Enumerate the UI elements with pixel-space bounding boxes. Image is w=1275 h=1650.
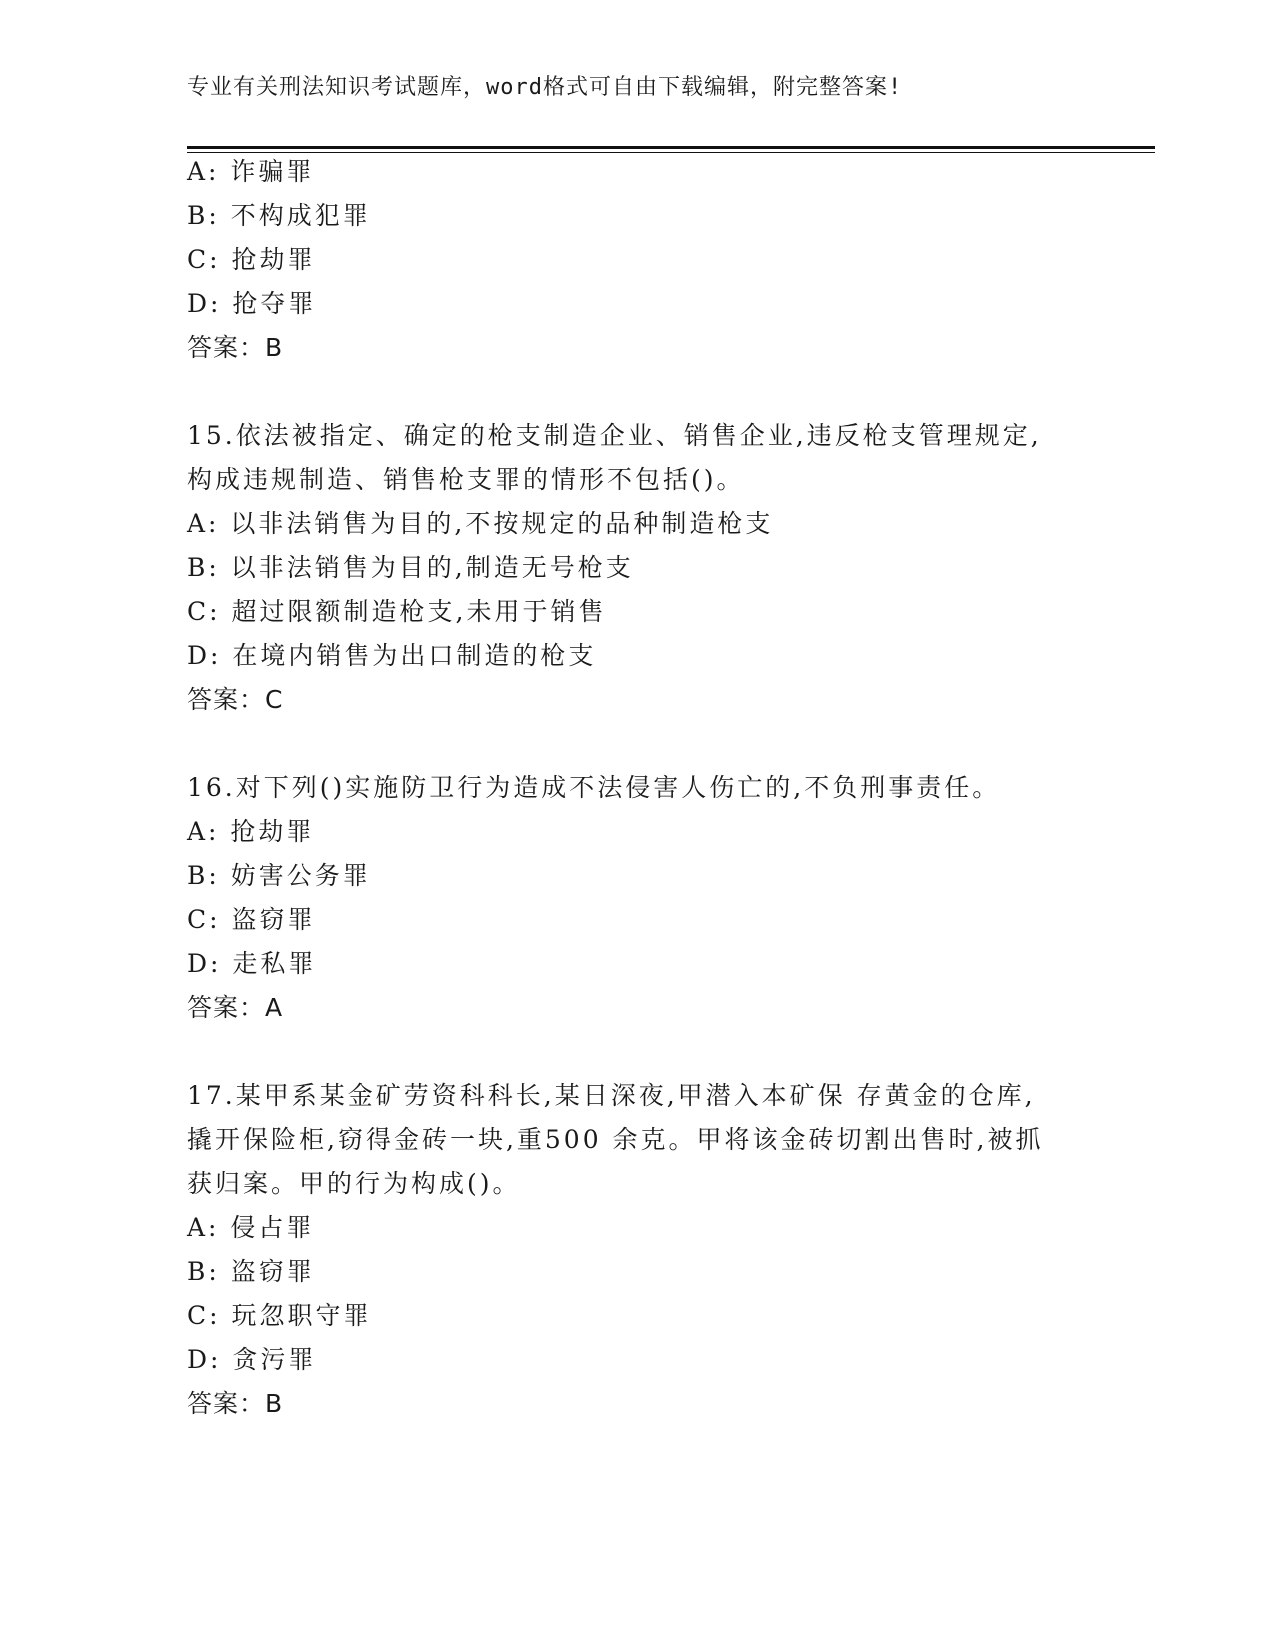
- q15-answer: 答案：C: [187, 685, 284, 714]
- q15-option-c: C: 超过限额制造枪支,未用于销售: [187, 597, 607, 626]
- q17-option-b: B: 盗窃罪: [187, 1257, 315, 1286]
- q17-option-a: A: 侵占罪: [187, 1213, 315, 1242]
- header-divider: [187, 146, 1155, 153]
- page-header: 专业有关刑法知识考试题库，word格式可自由下载编辑，附完整答案!: [187, 75, 903, 100]
- q16-stem-line-1: 16.对下列()实施防卫行为造成不法侵害人伤亡的,不负刑事责任。: [187, 773, 1001, 802]
- q14-option-d: D: 抢夺罪: [187, 289, 317, 318]
- q15-option-b: B: 以非法销售为目的,制造无号枪支: [187, 553, 634, 582]
- q16-option-c: C: 盗窃罪: [187, 905, 316, 934]
- q15-option-d: D: 在境内销售为出口制造的枪支: [187, 641, 597, 670]
- q14-answer: 答案：B: [187, 333, 284, 362]
- q14-option-a: A: 诈骗罪: [187, 157, 315, 186]
- q17-stem-line-3: 获归案。甲的行为构成()。: [187, 1169, 521, 1198]
- q15-stem-line-1: 15.依法被指定、确定的枪支制造企业、销售企业,违反枪支管理规定,: [187, 421, 1042, 450]
- q17-stem-line-2: 撬开保险柜,窃得金砖一块,重500 余克。甲将该金砖切割出售时,被抓: [187, 1125, 1044, 1154]
- q15-option-a: A: 以非法销售为目的,不按规定的品种制造枪支: [187, 509, 774, 538]
- q14-option-c: C: 抢劫罪: [187, 245, 316, 274]
- q17-answer: 答案：B: [187, 1389, 284, 1418]
- q16-answer: 答案：A: [187, 993, 284, 1022]
- q14-option-b: B: 不构成犯罪: [187, 201, 371, 230]
- q16-option-d: D: 走私罪: [187, 949, 317, 978]
- q16-option-b: B: 妨害公务罪: [187, 861, 371, 890]
- q15-stem-line-2: 构成违规制造、销售枪支罪的情形不包括()。: [187, 465, 745, 494]
- q17-option-d: D: 贪污罪: [187, 1345, 317, 1374]
- q17-option-c: C: 玩忽职守罪: [187, 1301, 372, 1330]
- q16-option-a: A: 抢劫罪: [187, 817, 315, 846]
- q17-stem-line-1: 17.某甲系某金矿劳资科科长,某日深夜,甲潜入本矿保 存黄金的仓库,: [187, 1081, 1036, 1110]
